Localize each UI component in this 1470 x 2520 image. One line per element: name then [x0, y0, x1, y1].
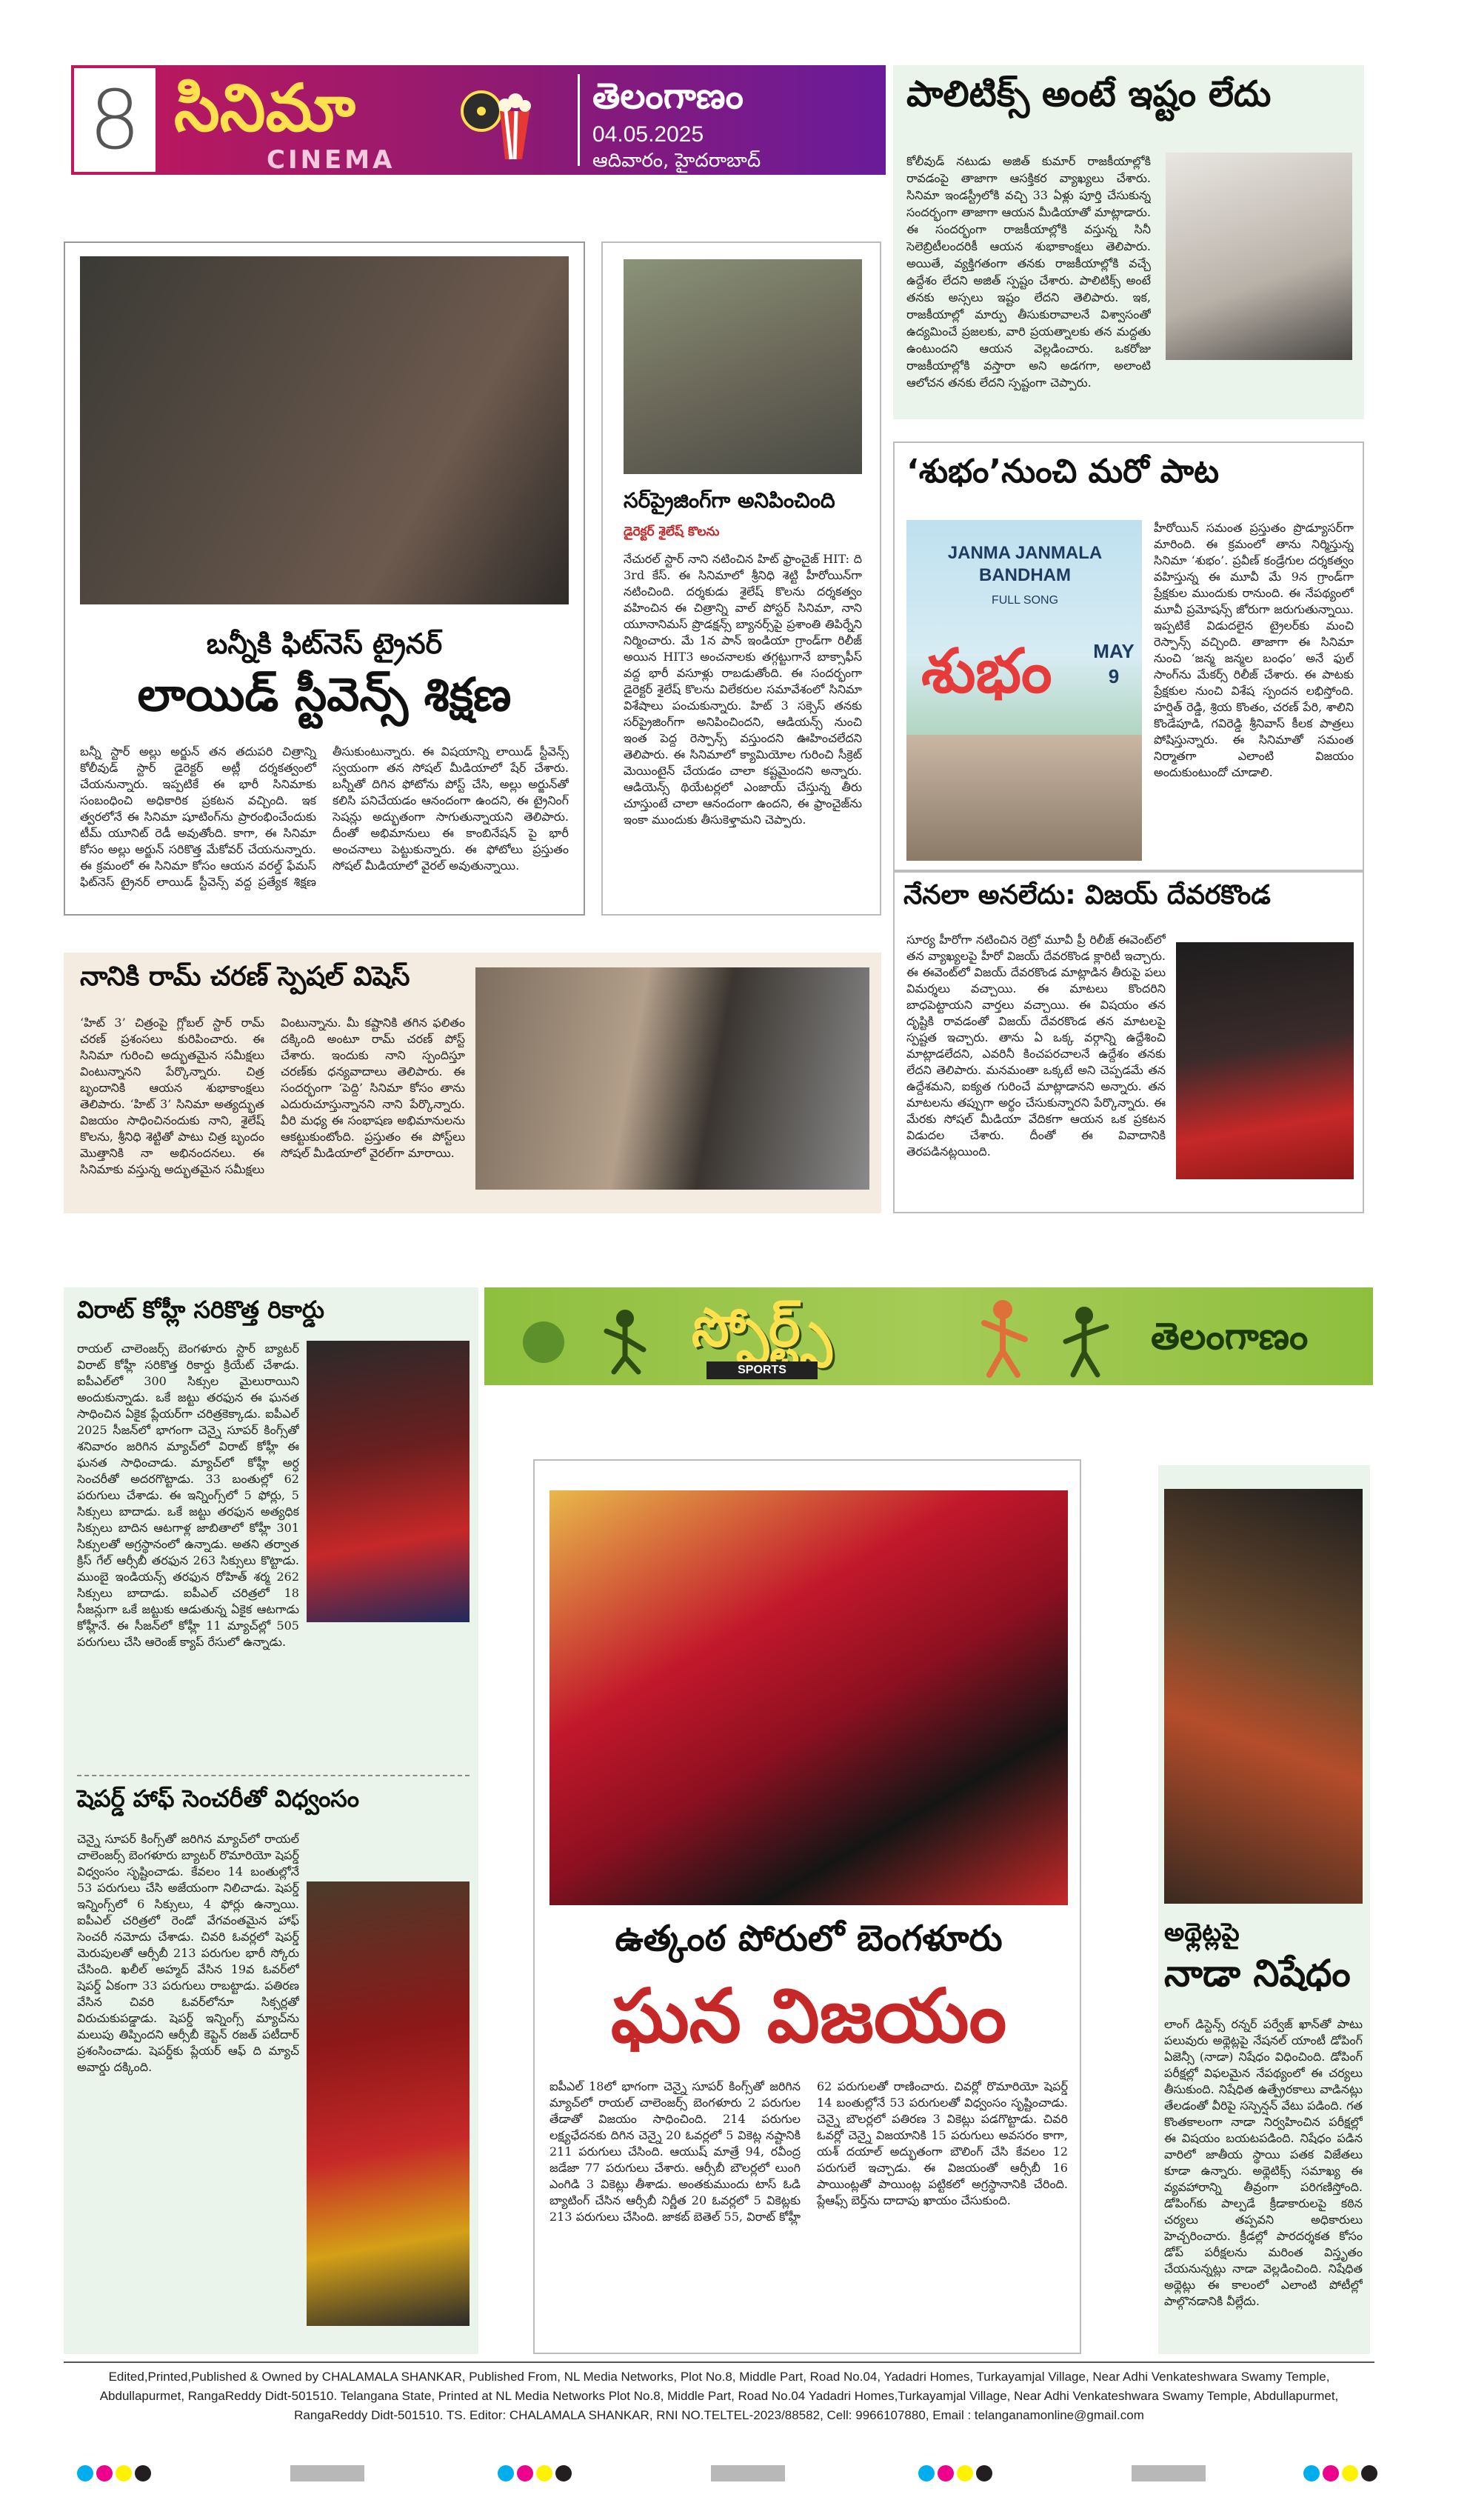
- shailesh-kolanu-photo: [624, 259, 862, 474]
- allu-arjun-trainer-photo: [80, 256, 569, 604]
- athletes-illustration-right: [958, 1293, 1129, 1379]
- romario-shepherd-photo: [307, 1881, 470, 2326]
- sports-label: SPORTS: [706, 1361, 818, 1379]
- gray-bar-2: [711, 2465, 785, 2481]
- athletes-track-photo: [1164, 1489, 1363, 1904]
- registration-marks-4: [1303, 2465, 1380, 2481]
- poster-song-title: JANMA JANMALA BANDHAM: [947, 543, 1103, 585]
- nada-body: లాంగ్ డిస్టెన్స్ రన్నర్ పర్వేజ్ ఖాన్‌తో పాటు పలువురు అథ్లెట్లపై నేషనల్ యాంటీ డోపింగ్ ఏజెన్సీ (నాడా) నిషేధం విధించింది. డోపింగ్ పరీక్షల్లో విఫలమైన నేపథ్యంలో ఈ చర్యలు తీసుకుంది. నిషేధిత ఉత్ప్రేరకాలు వాడినట్లు తేలడంతో వీరిపై సస్పెన్షన్ వేటు పడింది. గత కొంతకాలంగా నాడా నిర్వహించిన పరీక్షల్లో ఈ విషయం బయటపడింది. నిషేధం పడిన వారిలో జాతీయ స్థాయి పతక విజేతలు కూడా ఉన్నారు. అథ్లెటిక్స్ సమాఖ్య ఈ వ్యవహారాన్ని తీవ్రంగా పరిగణిస్తోంది. డోపింగ్‌కు పాల్పడే క్రీడాకారులపై కఠిన చర్యలు తప్పవని అధికారులు హెచ్చరించారు. క్రీడల్లో పారదర్శకత కోసం డోప్ పరీక్షలను మరింత విస్తృతం చేయనున్నట్లు నాడా వెల్లడించింది. నిషేధిత అథ్లెట్లు ఈ కాలంలో ఎలాంటి పోటీల్లో పాల్గొనడానికి వీల్లేదు.: [1164, 2017, 1363, 2308]
- nani-body: ‘హిట్ 3’ చిత్రంపై గ్లోబల్ స్టార్ రామ్ చరణ్ ప్రశంసలు కురిపించారు. ఈ సినిమా గురించి అద్భుతమైన సమీక్షలు వింటున్నానని పేర్కొన్నారు. చిత్ర బృందానికి ఆయన శుభాకాంక్షలు తెలిపారు. ‘హిట్ 3’ సినిమా అత్యద్భుత విజయం సాధించినందుకు నాని, శైలేష్ కొలను, శ్రీనిధి శెట్టితో పాటు చిత్ర బృందం మొత్తానికి నా అభినందనలు. ఈ సినిమాకు వస్తున్న అద్భుతమైన సమీక్షలు వింటున్నాను. మీ కష్టానికి తగిన ఫలితం దక్కింది అంటూ రామ్ చరణ్ పోస్ట్ చేశారు. ఇందుకు నాని స్పందిస్తూ చరణ్‌కు ధన్యవాదాలు తెలిపారు. ఈ సందర్భంగా ‘పెద్ది’ సినిమా కోసం తాను ఎదురుచూస్తున్నానని నాని పేర్కొన్నారు. వీరి మధ్య ఈ సంభాషణ అభిమానులను ఆకట్టుకుంటోంది. ప్రస్తుతం ఈ పోస్ట్‌లు సోషల్ మీడియాలో వైరల్‌గా మారాయి.: [80, 1016, 465, 1176]
- rcb-headline: ఘన విజయం: [610, 1973, 1007, 2059]
- bunny-body: బన్నీ స్టార్ అల్లు అర్జున్ తన తదుపరి చిత్రాన్ని కోలీవుడ్ స్టార్ డైరెక్టర్ అట్లీ దర్శకత్వంలో చేయనున్నారు. ఇప్పటికే ఈ భారీ సినిమాకు సంబంధించి అధికారిక ప్రకటన వచ్చింది. ఇక త్వరలోనే ఈ సినిమా షూటింగ్‌ను ప్రారంభించేందుకు టీమ్ యూనిట్ రెడీ అవుతోంది. కాగా, ఈ సినిమా కోసం అల్లు అర్జున్ సరికొత్త మేకోవర్ చేయనున్నారు. ఈ క్రమంలో ఈ సినిమా కోసం ఆయన వరల్డ్ ఫేమస్ ఫిట్‌నెస్ ట్రైనర్ లాయిడ్ స్టీవెన్స్ వద్ద ప్రత్యేక శిక్షణ తీసుకుంటున్నారు. ఈ విషయాన్ని లాయిడ్ స్టీవెన్స్ స్వయంగా తన సోషల్ మీడియాలో షేర్ చేశారు. బన్నీతో దిగిన ఫోటోను పోస్ట్ చేసి, అల్లు అర్జున్‌తో కలిసి పనిచేయడం ఆనందంగా ఉందని, ఈ ట్రైనింగ్ సెషన్లు అద్భుతంగా సాగుతున్నాయని తెలిపారు. దీంతో అభిమానులు ఈ కాంబినేషన్ పై భారీ అంచనాలు పెట్టుకున్నారు. ఈ ఫోటోలు ప్రస్తుతం సోషల్ మీడియాలో వైరల్ అవుతున్నాయి.: [80, 744, 569, 889]
- shubham-poster: [906, 520, 1142, 861]
- vijay-deverakonda-photo: [1176, 942, 1354, 1179]
- surprise-story: [601, 241, 881, 916]
- surprise-body: నేచురల్ స్టార్ నాని నటించిన హిట్ ఫ్రాంచైజ్ HIT: ది 3rd కేస్. ఈ సినిమాలో శ్రీనిధి శెట్టి హీరోయిన్‌గా నటించింది. దర్శకుడు శైలేష్ కొలను దర్శకత్వం వహించిన ఈ చిత్రాన్ని వాల్ పోస్టర్ సినిమా, నాని యూనానిమస్ ప్రొడక్షన్స్ బ్యానర్స్‌పై ప్రశాంతి తిపిర్నేని నిర్మించారు. మే 1న పాన్ ఇండియా గ్రాండ్‌గా రిలీజ్ అయిన HIT3 అంచనాలకు తగ్గట్టుగానే బాక్సాఫీస్ వద్ద భారీ వసూళ్లు రాబడుతోంది. ఈ సందర్భంగా డైరెక్టర్ శైలేష్ కొలను విలేకరుల సమావేశంలో సినిమా విశేషాలు పంచుకున్నారు. హిట్ 3 సక్సెస్ తనకు సర్‌ప్రైజింగ్‌గా అనిపించిందని, ఆడియన్స్ నుంచి ఇంత పెద్ద రెస్పాన్స్ వస్తుందని ఊహించలేదని తెలిపారు. ఈ సినిమాలో క్యామియోల గురించి సీక్రెట్ మెయింటైన్ చేయడం చాలా కష్టమైందని అన్నారు. ఆడియెన్స్ థియేటర్లలో ఎంజాయ్ చేస్తున్న తీరు చూస్తుంటే చాలా ఆనందంగా ఉందని, ఈ ఫ్రాంచైజ్‌ను ఇంకా ముందుకు తీసుకెళ్తామని చెప్పారు.: [624, 552, 862, 827]
- paper-name: తెలంగాణం: [592, 76, 744, 117]
- popcorn-film-icon: [459, 81, 533, 163]
- poster-song-subtitle: FULL SONG: [991, 594, 1059, 607]
- vijay-body: సూర్య హీరోగా నటించిన రెట్రో మూవీ ప్రీ రిలీజ్ ఈవెంట్‌లో తన వ్యాఖ్యలపై హీరో విజయ్ దేవరకొండ క్లారిటీ ఇచ్చారు. ఈ ఈవెంట్‌లో విజయ్ దేవరకొండ మాట్లాడిన తీరుపై పలు విమర్శలు వచ్చాయి. ఈ మాటలు కొందరిని బాధపెట్టాయని వార్తలు వచ్చాయి. ఈ విషయం తన దృష్టికి రావడంతో విజయ్ దేవరకొండ తన మాటలపై స్పష్టత ఇచ్చారు. తాను ఏ ఒక్క వర్గాన్ని ఉద్దేశించి మాట్లాడలేదని, ఎవరినీ కించపరచాలనే ఉద్దేశం తనకు లేదని తెలిపారు. మనమంతా ఒక్కటే అని చెప్పడమే తన ఉద్దేశమని, ఐక్యత గురించే మాట్లాడానని అన్నారు. తన మాటలను తప్పుగా అర్థం చేసుకున్నారని పేర్కొన్నారు. ఈ మేరకు సోషల్ మీడియా వేదికగా ఆయన ఒక ప్రకటన విడుదల చేశారు. దీంతో ఈ వివాదానికి తెరపడినట్లయింది.: [906, 933, 1166, 1159]
- section-divider: [77, 1775, 470, 1776]
- footer-imprint: [64, 2367, 1374, 2441]
- ajith-photo: [1166, 153, 1352, 360]
- sports-title: స్పోర్ట్స్: [692, 1296, 832, 1359]
- shepherd-headline: షెపర్డ్ హాఫ్ సెంచరీతో విధ్వంసం: [77, 1784, 359, 1813]
- nada-kicker: అథ్లెట్లపై: [1164, 1918, 1240, 1947]
- politics-story: [893, 65, 1364, 419]
- surprise-byline: డైరెక్టర్ శైలేష్ కొలను: [624, 524, 720, 539]
- shubham-body: హీరోయిన్ సమంత ప్రస్తుతం ప్రొడ్యూసర్‌గా మారింది. ఈ క్రమంలో తాను నిర్మిస్తున్న సినిమా ‘శుభం’. ప్రవీణ్ కండ్రేగుల దర్శకత్వం వహిస్తున్న ఈ మూవీ మే 9న గ్రాండ్‌గా ప్రేక్షకుల ముందుకు రానుంది. ఈ నేపథ్యంలో మూవీ ప్రమోషన్స్ జోరుగా జరుగుతున్నాయి. ఇప్పటికే విడుదలైన ట్రైలర్‌కు మంచి రెస్పాన్స్ వచ్చింది. తాజాగా ఈ సినిమా నుంచి ‘జన్మ జన్మల బంధం’ అనే ఫుల్ సాంగ్‌ను మేకర్స్ రిలీజ్ చేశారు. ఈ పాటకు ప్రేక్షకుల నుంచి విశేష స్పందన లభిస్తోంది. హర్షిత్ రెడ్డి, శ్రియ కొంతం, చరణ్ పేరి, శాలిని కొండేపూడి, గవిరెడ్డి శ్రీనివాస్ కీలక పాత్రలు పోషిస్తున్నారు. ఈ సినిమాతో సమంత నిర్మాతగా ఎలాంటి విజయం అందుకుంటుందో చూడాలి.: [1154, 521, 1354, 779]
- issue-date: 04.05.2025: [592, 122, 704, 147]
- virat-headline: విరాట్ కోహ్లీ సరికొత్త రికార్డు: [77, 1296, 324, 1324]
- virat-body-upper: రాయల్ చాలెంజర్స్ బెంగళూరు స్టార్ బ్యాటర్ విరాట్ కోహ్లీ సరికొత్త రికార్డు క్రియేట్ చేశాడు. ఐపీఎల్‌లో 300 సిక్సుల మైలురాయిని అందుకున్నాడు. ఒకే జట్టు తరఫున ఈ ఘనత సాధించిన ఏకైక ప్లేయర్‌గా చరిత్రకెక్కాడు. ఐపీఎల్ 2025 సీజన్‌లో భాగంగా చెన్నై సూపర్ కింగ్స్‌తో శనివారం జరిగిన మ్యాచ్‌లో విరాట్ కోహ్లీ ఈ ఘనత సాధించాడు. మ్యాచ్‌లో కోహ్లీ అర్ధ సెంచరీతో అదరగొట్టాడు. 33 బంతుల్లో 62 పరుగులు చేశాడు. ఈ ఇన్నింగ్స్‌లో 5 ఫోర్లు, 5 సిక్సులు బాదాడు. ఒకే జట్టు తరఫున అత్యధిక సిక్సులు బాదిన ఆటగాళ్ల జాబితాలో కోహ్లీ 301 సిక్సులతో అగ్రస్థానంలో ఉన్నాడు. అతని తర్వాత క్రిస్ గేల్ ఆర్సీబీ తరఫున 263 సిక్సులు కొట్టాడు. ముంబై ఇండియన్స్ తరఫున రోహిత్ శర్మ 262 సిక్సులు బాదాడు. ఐపీఎల్ చరిత్రలో 18 సీజన్లుగా ఒకే జట్టుకు ఆడుతున్న ఏకైక ఆటగాడు కోహ్లీనే. ఈ సీజన్‌లో కోహ్లీ 11 మ్యాచ్‌ల్లో 505 పరుగులు చేసి ఆరెంజ్ క్యాప్ రేసులో ఉన్నాడు.: [77, 1341, 299, 1649]
- imprint-line-3: RangaReddy Didt-501510. TS. Editor: CHALAMALA SHANKAR, RNI NO.TELTEL-2023/88582, Cell: 9966107880, Email : telanganamonline@gmail.com: [294, 2408, 1144, 2422]
- rcb-body: ఐపీఎల్ 18లో భాగంగా చెన్నై సూపర్ కింగ్స్‌తో జరిగిన మ్యాచ్‌లో రాయల్ చాలెంజర్స్ బెంగళూరు 2 పరుగుల తేడాతో విజయం సాధించింది. 214 పరుగుల లక్ష్యఛేదనకు దిగిన చెన్నై 20 ఓవర్లలో 5 వికెట్ల నష్టానికి 211 పరుగులు చేసింది. ఆయుష్ మాత్రే 94, రవీంద్ర జడేజా 77 పరుగులు చేశారు. ఆర్సీబీ బౌలర్లలో లుంగి ఎంగిడి 3 వికెట్లు తీశాడు. అంతకుముందు టాస్ ఓడి బ్యాటింగ్ చేసిన ఆర్సీబీ నిర్ణీత 20 ఓవర్లలో 5 వికెట్లకు 213 పరుగులు చేసింది. జాకబ్ బెతెల్ 55, విరాట్ కోహ్లీ 62 పరుగులతో రాణించారు. చివర్లో రొమారియో షెపర్డ్ 14 బంతుల్లోనే 53 పరుగులతో విధ్వంసం సృష్టించాడు. చెన్నై బౌలర్లలో పతిరణ 3 వికెట్లు పడగొట్టాడు. చివరి ఓవర్లో చెన్నై విజయానికి 15 పరుగులు అవసరం కాగా, యశ్ దయాల్ అద్భుతంగా బౌలింగ్ చేసి కేవలం 12 పరుగులే ఇచ్చాడు. ఈ విజయంతో ఆర్సీబీ 16 పాయింట్లతో పాయింట్ల పట్టికలో అగ్రస్థానానికి చేరింది. ప్లేఆఫ్స్ బెర్త్‌ను దాదాపు ఖాయం చేసుకుంది.: [549, 2079, 1068, 2224]
- gray-bar-3: [1132, 2465, 1206, 2481]
- poster-cast-photo: [906, 735, 1142, 861]
- registration-marks-1: [77, 2465, 154, 2481]
- vijay-story: [893, 871, 1364, 1213]
- bunny-headline: లాయిడ్ స్టీవెన్స్ శిక్షణ: [137, 667, 512, 721]
- nani-story: [64, 953, 881, 1213]
- rcb-kicker: ఉత్కంఠ పోరులో బెంగళూరు: [615, 1918, 1003, 1959]
- section-title-telugu: సినిమా: [174, 70, 355, 146]
- registration-marks-2: [498, 2465, 575, 2481]
- nada-headline: నాడా నిషేధం: [1164, 1952, 1351, 1995]
- shubham-story: [893, 441, 1364, 871]
- virat-kohli-photo: [307, 1341, 470, 1622]
- politics-body: కోలీవుడ్ నటుడు అజిత్ కుమార్ రాజకీయాల్లోకి రావడంపై తాజాగా ఆసక్తికర వ్యాఖ్యలు చేశారు. సినిమా ఇండస్ట్రీలోకి వచ్చి 33 ఏళ్లు పూర్తి చేసుకున్న సందర్భంగా తాజాగా ఆయన మీడియాతో మాట్లాడారు. ఈ సందర్భంగా రాజకీయాల్లోకి వస్తున్న సినీ సెలెబ్రిటీలందరికీ ఆయన శుభాకాంక్షలు తెలిపారు. అయితే, వ్యక్తిగతంగా తనకు రాజకీయాల్లోకి వచ్చే ఉద్దేశం లేదని అజిత్ స్పష్టం చేశారు. పాలిటిక్స్ అంటే తనకు అస్సలు ఇష్టం లేదని తెలిపారు. ఇక, రాజకీయాల్లో మార్పు తీసుకురావాలనే విశ్వాసంతో ఉద్యమించే ప్రజలకు, వారి ప్రయత్నాలకు తన మద్దతు ఉంటుందని ఆయన వెల్లడించారు. ఒకరోజు రాజకీయాల్లోకి వస్తారా అని అడగగా, అలాంటి ఆలోచన తనకు లేదని స్పష్టంగా చెప్పారు.: [906, 154, 1151, 390]
- sports-paper-name: తెలంగాణం: [1151, 1315, 1309, 1358]
- registration-marks-3: [918, 2465, 995, 2481]
- nani-headline: నానికి రామ్ చరణ్ స్పెషల్ విషెస్: [80, 961, 410, 992]
- poster-logo: శుభం: [921, 636, 1052, 707]
- rcb-celebration-photo: [549, 1490, 1068, 1905]
- surprise-headline: సర్‌ప్రైజింగ్‌గా అనిపించింది: [624, 488, 835, 513]
- politics-headline: పాలిటిక్స్ అంటే ఇష్టం లేదు: [906, 73, 1272, 115]
- bunny-story: [64, 241, 585, 916]
- footer-rule: [64, 2361, 1374, 2363]
- section-title-english: CINEMA: [267, 145, 395, 175]
- imprint-line-2: Abdullapurmet, RangaReddy Didt-501510. Telangana State, Printed at NL Media Networks Plot No.8, Middle Part, Road No.04 Yadadri Homes,Turkayamjal Village, Near Adhi Venkateshwara Swamy Temple, Abdullapurmet,: [99, 2389, 1339, 2403]
- vijay-headline: నేనలా అనలేదు: విజయ్ దేవరకొండ: [903, 880, 1271, 910]
- page-number: 8: [74, 68, 156, 172]
- poster-release-date: MAY 9: [1093, 640, 1135, 687]
- bunny-kicker: బన్నీకి ఫిట్‌నెస్ ట్రైనర్: [206, 627, 443, 660]
- shepherd-body: చెన్నై సూపర్ కింగ్స్‌తో జరిగిన మ్యాచ్‌లో రాయల్ చాలెంజర్స్ బెంగళూరు బ్యాటర్ రొమారియో షెపర్డ్ విధ్వంసం సృష్టించాడు. కేవలం 14 బంతుల్లోనే 53 పరుగులు చేసి అజేయంగా నిలిచాడు. షెపర్డ్ ఇన్నింగ్స్‌లో 6 సిక్సులు, 4 ఫోర్లు ఉన్నాయి. ఐపీఎల్ చరిత్రలో రెండో వేగవంతమైన హాఫ్ సెంచరీ నమోదు చేశాడు. చివరి ఓవర్లలో షెపర్డ్ మెరుపులతో ఆర్సీబీ 213 పరుగుల భారీ స్కోరు చేసింది. ఖలీల్ అహ్మద్ వేసిన 19వ ఓవర్‌లో షెపర్డ్ ఏకంగా 33 పరుగులు రాబట్టాడు. పతిరణ వేసిన చివరి ఓవర్‌లోనూ సిక్సర్లతో విరుచుకుపడ్డాడు. షెపర్డ్ ఇన్నింగ్స్ మ్యాచ్‌ను మలుపు తిప్పిందని ఆర్సీబీ కెప్టెన్ రజత్ పటీదార్ ప్రశంసించాడు. షెపర్డ్‌కు ప్లేయర్ ఆఫ్ ది మ్యాచ్ అవార్డు దక్కింది.: [77, 1832, 299, 2074]
- sports-banner: [484, 1287, 1373, 1385]
- shubham-headline: ‘శుభం’నుంచి మరో పాట: [906, 453, 1220, 490]
- imprint-line-1: Edited,Printed,Published & Owned by CHALAMALA SHANKAR, Published From, NL Media Networks, Plot No.8, Middle Part, Road No.04, Yadadri Homes, Turkayamjal Village, Near Adhi Venkateshwara Swamy Temple,: [108, 2370, 1330, 2384]
- gray-bar-1: [290, 2465, 364, 2481]
- athletes-illustration-left: [514, 1298, 662, 1375]
- issue-day-city: ఆదివారం, హైదరాబాద్: [592, 150, 761, 172]
- masthead-divider: [578, 74, 580, 166]
- nani-ramcharan-photo: [475, 967, 869, 1190]
